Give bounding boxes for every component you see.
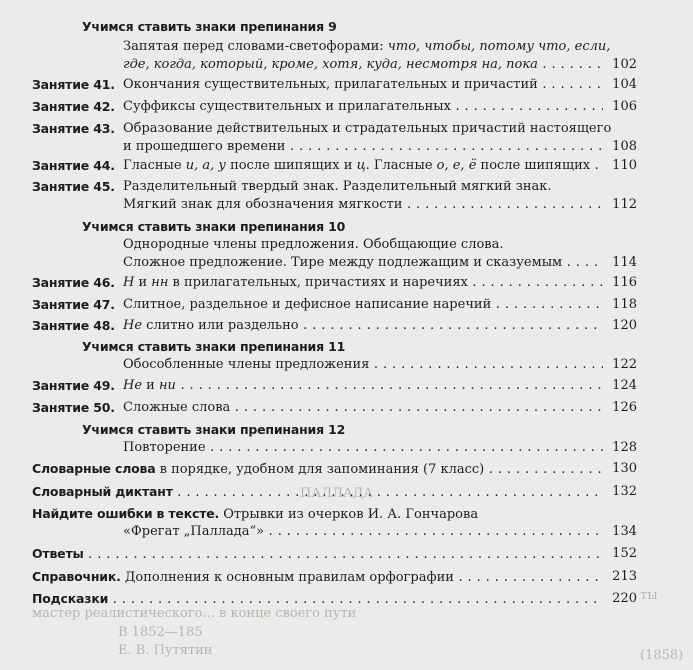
entry-text: Не слитно или раздельно . . . — [123, 316, 603, 336]
toc-entry — [0, 273, 693, 293]
entry-text: Однородные члены предложения. Обобщающие слова. — [123, 237, 504, 252]
toc-entry — [0, 482, 693, 502]
toc-entry-line — [0, 253, 693, 273]
lesson-label: Занятие 50. — [32, 400, 115, 415]
page-number: 134 — [612, 524, 637, 539]
toc-entry-line — [0, 55, 693, 75]
page-number: 124 — [612, 378, 637, 393]
toc-entry — [0, 97, 693, 117]
toc-entry-line — [0, 235, 693, 255]
section-heading: Учимся ставить знаки препинания 10 — [82, 219, 346, 234]
toc-entry-line — [0, 522, 693, 542]
bleed-text: ПАЛЛАДА — [300, 486, 374, 501]
page-number: 122 — [612, 357, 637, 372]
entry-text: Ответы . . . — [32, 544, 603, 565]
toc-entry — [0, 17, 693, 37]
page-number: 106 — [612, 99, 637, 114]
toc-entry — [0, 567, 693, 587]
lesson-label: Занятие 44. — [32, 158, 115, 173]
entry-text: Словарные слова в порядке, удобном для запоминания (7 класс) . . . — [32, 459, 603, 480]
toc-entry-line — [0, 195, 693, 215]
toc-entry-line — [0, 438, 693, 458]
page-number: 152 — [612, 546, 637, 561]
toc-entry — [0, 156, 693, 176]
toc-entry — [0, 119, 693, 139]
entry-text: Образование действительных и страдательных причастий настоящего — [123, 121, 612, 136]
entry-text: Сложные слова . . . — [123, 398, 603, 418]
toc-entry — [0, 398, 693, 418]
toc-entry — [0, 177, 693, 197]
toc-entry — [0, 544, 693, 564]
entry-text: «Фрегат „Паллада“» . . . — [123, 522, 603, 542]
entry-text: Разделительный твердый знак. Разделительный мягкий знак. — [123, 179, 552, 194]
page-number: 104 — [612, 77, 637, 92]
toc-entry — [0, 459, 693, 479]
lesson-label: Занятие 42. — [32, 99, 115, 114]
page-number: 112 — [612, 197, 637, 212]
toc-entry — [0, 504, 693, 524]
bleed-text: Е. В. Путятин — [118, 643, 213, 658]
page-number: 220 — [612, 591, 637, 606]
entry-text: Запятая перед словами-светофорами: что, чтобы, потому что, если, — [123, 39, 611, 54]
lesson-label: Занятие 47. — [32, 297, 115, 312]
entry-text: где, когда, который, кроме, хотя, куда, несмотря на, пока . . . — [123, 55, 603, 75]
toc-entry — [0, 295, 693, 315]
toc-entry — [0, 316, 693, 336]
toc-entry-line — [0, 37, 693, 57]
section-heading: Учимся ставить знаки препинания 12 — [82, 422, 346, 437]
lesson-label: Занятие 48. — [32, 318, 115, 333]
toc-entry — [0, 337, 693, 357]
entry-text: Гласные и, а, у после шипящих и ц. Гласные о, е, ё после шипящих . . . — [123, 156, 603, 176]
page-number: 114 — [612, 255, 637, 270]
entry-text: Слитное, раздельное и дефисное написание наречий . . . — [123, 295, 603, 315]
bleed-text: (1858) — [640, 648, 684, 663]
lesson-label: Занятие 45. — [32, 179, 115, 194]
entry-text: Обособленные члены предложения . . . — [123, 355, 603, 375]
toc-entry — [0, 217, 693, 237]
section-heading: Учимся ставить знаки препинания 9 — [82, 19, 337, 34]
toc-entry — [0, 589, 693, 609]
entry-text: Мягкий знак для обозначения мягкости . . . — [123, 195, 603, 215]
page-number: 102 — [612, 57, 637, 72]
lesson-label: Занятие 43. — [32, 121, 115, 136]
entry-text: Подсказки . . . — [32, 589, 603, 610]
page-number: 110 — [612, 158, 637, 173]
entry-text: Сложное предложение. Тире между подлежащим и сказуемым . . . — [123, 253, 603, 273]
page-number: 108 — [612, 139, 637, 154]
toc-entry — [0, 75, 693, 95]
lesson-label: Занятие 46. — [32, 275, 115, 290]
entry-text: Н и нн в прилагательных, причастиях и наречиях . . . — [123, 273, 603, 293]
bleed-text: мастер реалистического... в конце своего пути — [32, 606, 357, 621]
lesson-label: Занятие 41. — [32, 77, 115, 92]
page-number: 126 — [612, 400, 637, 415]
entry-text: Повторение . . . — [123, 438, 603, 458]
entry-text: Окончания существительных, прилагательных и причастий . . . — [123, 75, 603, 95]
page-number: 130 — [612, 461, 637, 476]
page-number: 132 — [612, 484, 637, 499]
page-number: 213 — [612, 569, 637, 584]
page-number: 118 — [612, 297, 637, 312]
entry-text: Найдите ошибки в тексте. Отрывки из очерков И. А. Гончарова — [32, 506, 479, 522]
page-number: 128 — [612, 440, 637, 455]
toc-entry-line — [0, 137, 693, 157]
entry-text: Справочник. Дополнения к основным правилам орфографии . . . — [32, 567, 603, 588]
toc-entry — [0, 420, 693, 440]
toc-entry-line — [0, 355, 693, 375]
entry-text: Суффиксы существительных и прилагательных . . . — [123, 97, 603, 117]
bleed-text: В 1852—185 — [118, 625, 203, 640]
lesson-label: Занятие 49. — [32, 378, 115, 393]
entry-text: и прошедшего времени . . . — [123, 137, 603, 157]
toc-entry — [0, 376, 693, 396]
entry-text: Словарный диктант . . . — [32, 482, 603, 503]
entry-text: Не и ни . . . — [123, 376, 603, 396]
page-number: 120 — [612, 318, 637, 333]
section-heading: Учимся ставить знаки препинания 11 — [82, 339, 346, 354]
bleed-text: ты — [640, 588, 658, 603]
page-number: 116 — [612, 275, 637, 290]
